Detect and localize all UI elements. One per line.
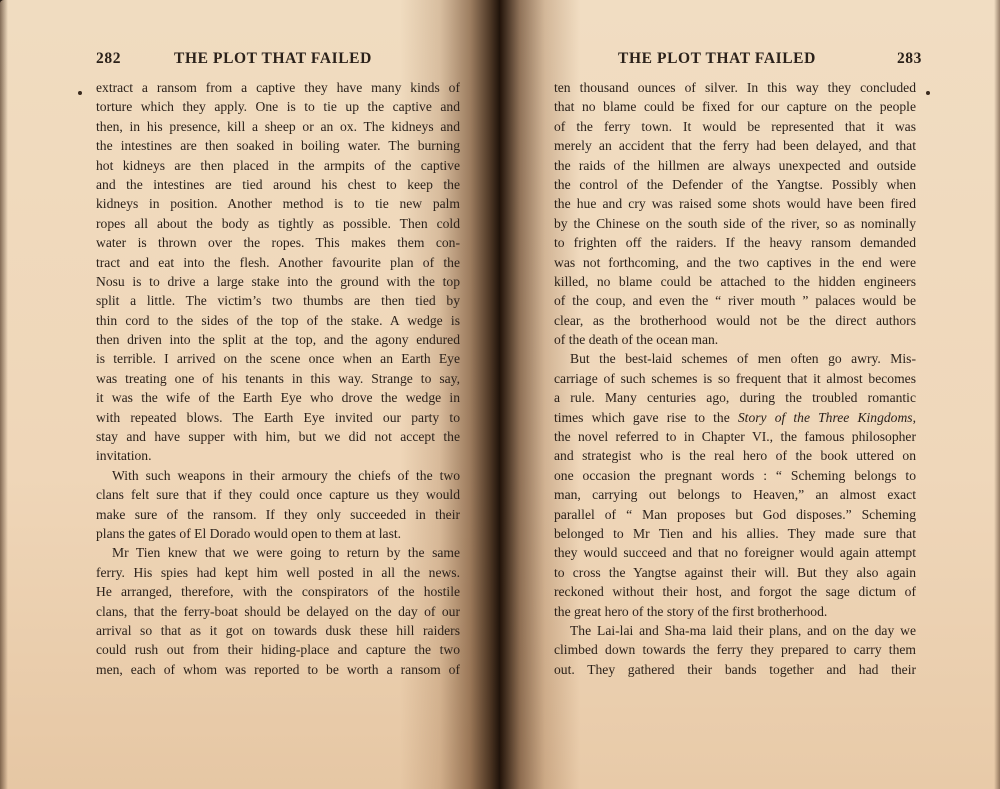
text-line: men, each of whom was reported to be worth a ransom of <box>96 661 460 677</box>
text-line: clans, that the ferry-boat should be delayed on the day of our <box>96 603 460 619</box>
page-number: 283 <box>896 50 922 67</box>
text-line: torture which they apply. One is to tie up the captive and <box>96 99 460 115</box>
text-line: man, carrying out belongs to Heaven,” an almost exact <box>554 487 916 503</box>
text-line: is terrible. I arrived on the scene once when an Earth Eye <box>96 351 460 367</box>
text-line: clear, as the brotherhood would not be the direct authors <box>554 312 916 328</box>
text-line: tract and eat into the flesh. Another favourite plan of the <box>96 254 460 270</box>
text-line: the hue and cry was raised some shots would have been fired <box>554 196 916 212</box>
body-text <box>554 78 916 679</box>
text-line: With such weapons in their armoury the chiefs of the two <box>112 467 460 483</box>
text-line: was treating one of his tenants in this way. Strange to say, <box>96 370 460 386</box>
text-line: to frighten off the raiders. If the heavy ransom demanded <box>554 235 916 251</box>
page-edge-shadow <box>0 0 8 789</box>
text-line: with repeated blows. The Earth Eye invited our party to <box>96 409 460 425</box>
text-line: that no blame could be fixed for our capture on the people <box>554 99 916 115</box>
right-page <box>500 0 1000 789</box>
text-line: The Lai-lai and Sha-ma laid their plans, and on the day we <box>570 622 916 638</box>
paper-speck <box>926 91 930 95</box>
text-line: the great hero of the story of the first brotherhood. <box>554 603 828 619</box>
text-line: of the death of the ocean man. <box>554 332 719 348</box>
text-line: one occasion the pregnant words : “ Scheming belongs to <box>554 467 916 483</box>
text-line: stay and have supper with him, but we did not accept the <box>96 429 460 445</box>
text-line: was not forthcoming, and the two captives in the end were <box>554 254 916 270</box>
body-text <box>96 78 460 679</box>
text-line: plans the gates of El Dorado would open to them at last. <box>96 525 402 541</box>
text-line: to cross the Yangtse against their will. But they also again <box>554 564 916 580</box>
text-line: clans felt sure that if they could once capture us they would <box>96 487 460 503</box>
text-line: split a little. The victim’s two thumbs are then tied by <box>96 293 460 309</box>
text-line: water is thrown over the ropes. This makes them con- <box>96 235 460 251</box>
text-line: arrival so that as it got on towards dusk these hill raiders <box>96 622 460 638</box>
text-line: killed, no blame could be attached to the hidden engineers <box>554 273 916 289</box>
text-line: parallel of “ Man proposes but God disposes.” Scheming <box>554 506 916 522</box>
text-line: out. They gathered their bands together and had their <box>554 661 916 677</box>
text-line: and the intestines are tied around his chest to keep the <box>96 176 460 192</box>
text-line: the raids of the hillmen are always unexpected and outside <box>554 157 916 173</box>
text-line: and strategist who is the real hero of the book uttered on <box>554 448 916 464</box>
text-line: then, in his presence, kill a sheep or an ox. The kidneys and <box>96 118 460 134</box>
chapter-title: THE PLOT THAT FAILED <box>618 50 816 67</box>
text-line: by the Chinese on the south side of the river, so as nominally <box>554 215 916 231</box>
text-line: they would succeed and that no foreigner would again attempt <box>554 545 916 561</box>
text-line: climbed down towards the ferry they prepared to carry them <box>554 642 916 658</box>
text-line: merely an accident that the ferry had been delayed, and that <box>554 138 916 154</box>
text-line: belonged to Mr Tien and his allies. They made sure that <box>554 525 916 541</box>
text-line: ten thousand ounces of silver. In this way they concluded <box>554 80 916 95</box>
text-line: it was the wife of the Earth Eye who drove the wedge in <box>96 390 460 406</box>
text-line: invitation. <box>96 448 152 464</box>
text-line: Nosu is to drive a large stake into the ground with the top <box>96 273 460 289</box>
text-line: could rush out from their hiding-place and capture the two <box>96 642 460 658</box>
text-line: ropes all about the body as tightly as possible. Then cold <box>96 215 460 231</box>
text-line: reckoned without their host, and forgot the sage dictum of <box>554 584 916 600</box>
text-line: thin cord to the sides of the top of the stake. A wedge is <box>96 312 460 328</box>
text-line: Mr Tien knew that we were going to return by the same <box>112 545 460 561</box>
chapter-title: THE PLOT THAT FAILED <box>174 50 372 67</box>
text-line: then driven into the split at the top, and the agony endured <box>96 332 460 348</box>
text-line: ferry. His spies had kept him well posted in all the news. <box>96 564 460 580</box>
text-line: He arranged, therefore, with the conspirators of the hostile <box>96 584 460 600</box>
page-edge-shadow <box>994 0 1000 789</box>
text-line: times which gave rise to the Story of the Three Kingdoms, <box>554 409 916 425</box>
text-line: extract a ransom from a captive they have many kinds of <box>96 80 460 95</box>
running-head-left <box>96 50 460 72</box>
text-line: of the ferry town. It would be represented that it was <box>554 118 916 134</box>
page-number: 282 <box>96 50 122 67</box>
paper-speck <box>78 91 82 95</box>
text-line: kidneys in position. Another method is to tie new palm <box>96 196 460 212</box>
text-line: the control of the Defender of the Yangtse. Possibly when <box>554 176 916 192</box>
text-line: hot kidneys are then placed in the armpits of the captive <box>96 157 460 173</box>
text-line: the intestines are then soaked in boiling water. The burning <box>96 138 460 154</box>
text-line: of the coup, and even the “ river mouth ” palaces would be <box>554 293 916 309</box>
text-line: But the best-laid schemes of men often go awry. Mis- <box>570 351 916 367</box>
text-line: a rule. Many centuries ago, during the troubled romantic <box>554 390 916 406</box>
running-head-right <box>554 50 922 72</box>
text-line: carriage of such schemes is so frequent that it almost becomes <box>554 370 916 386</box>
text-line: the novel referred to in Chapter VI., the famous philosopher <box>554 429 916 445</box>
text-line: make sure of the ransom. If they only succeeded in their <box>96 506 460 522</box>
